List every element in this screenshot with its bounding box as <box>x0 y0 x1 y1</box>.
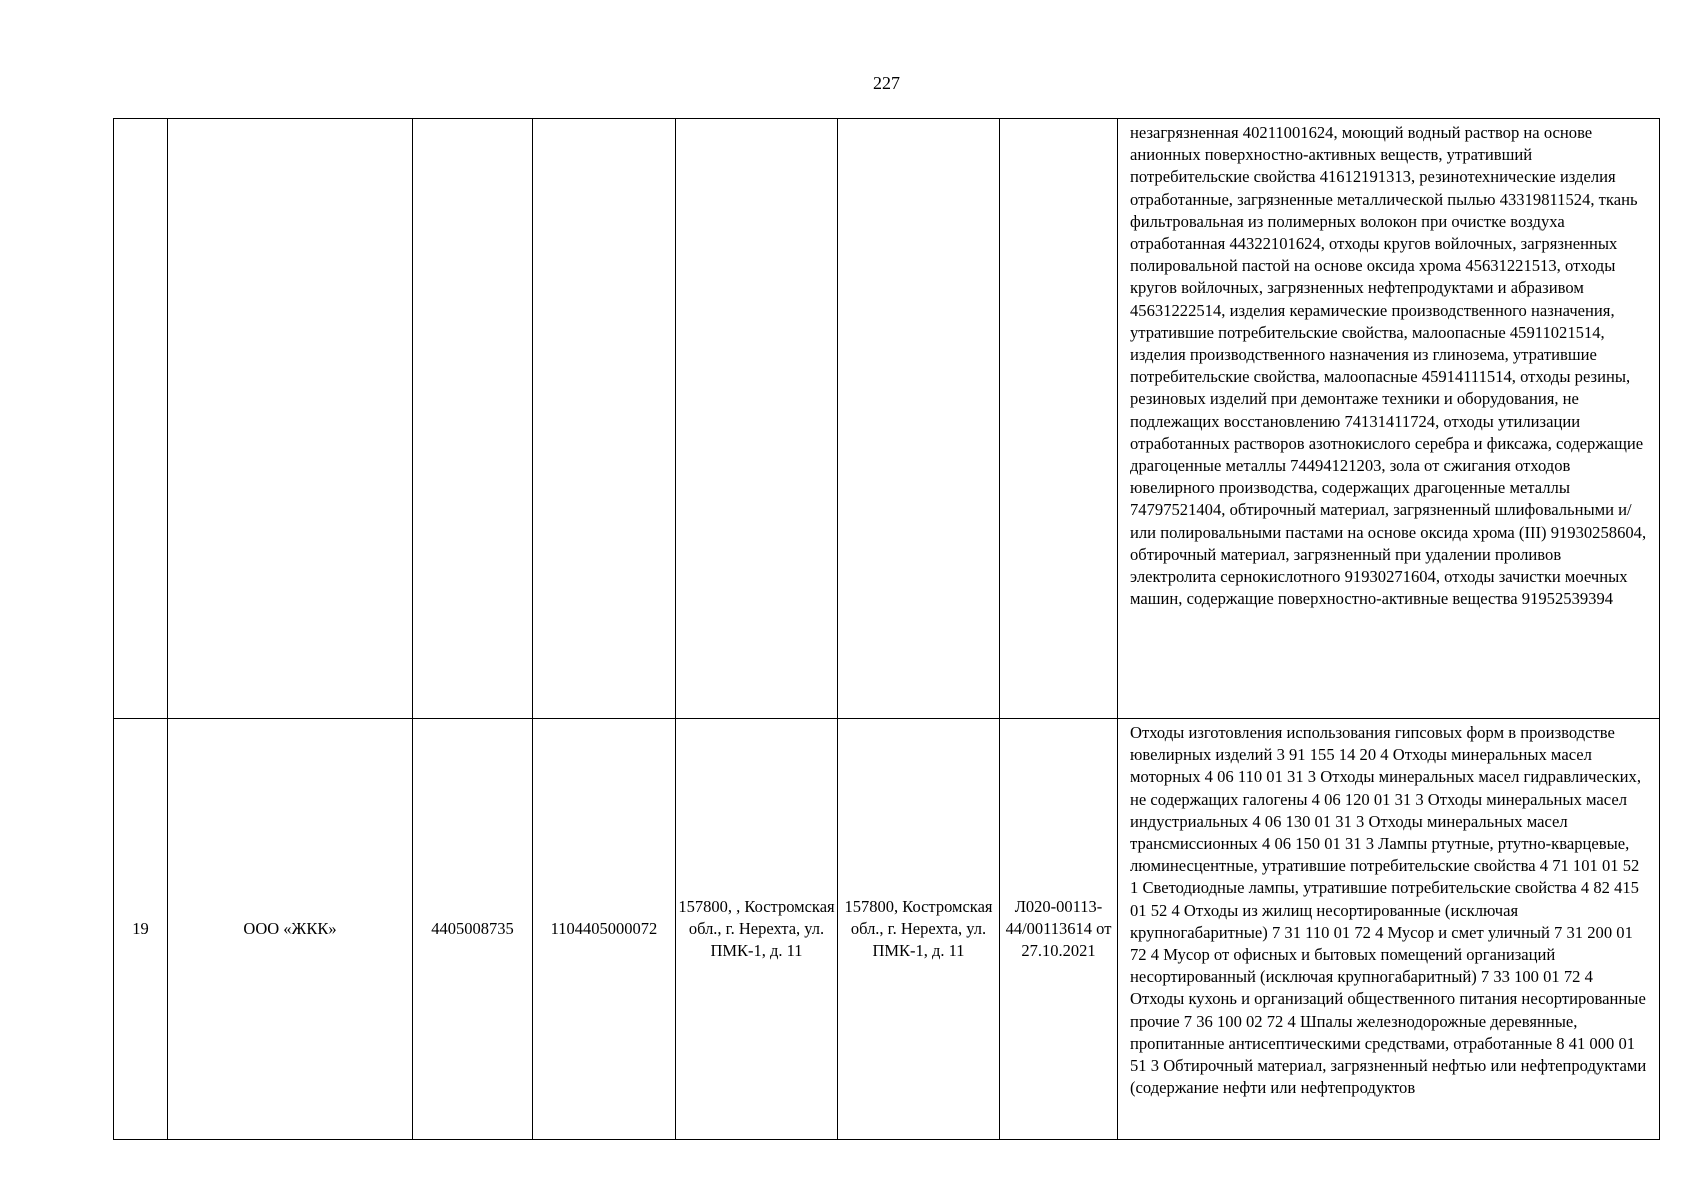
cell-ogrn: 1104405000072 <box>533 719 676 1140</box>
cell-license <box>1000 119 1118 719</box>
cell-waste-list: незагрязненная 40211001624, моющий водный раствор на основе анионных поверхностно-активных веществ, утративший потребительские свойства 41612191313, резинотехнические изделия отработанные, загрязненные металлической пылью 43319811524, ткань фильтровальная из полимерных волокон при очистке воздуха отработанная 44322101624, отходы кругов войлочных, загрязненных полировальной пастой на основе оксида хрома 45631221513, отходы кругов войлочных, загрязненных нефтепродуктами и абразивом 45631222514, изделия керамические производственного назначения, утратившие потребительские свойства, малоопасные 45911021514, изделия производственного назначения из глинозема, утратившие потребительские свойства, малоопасные 45914111514, отходы резины, резиновых изделий при демонтаже техники и оборудования, не подлежащих восстановлению 74131411724, отходы утилизации отработанных растворов азотнокислого серебра и фиксажа, содержащие драгоценные металлы 74494121203, зола от сжигания отходов ювелирного производства, содержащих драгоценные металлы 74797521404, обтирочный материал, загрязненный шлифовальными и/или полировальными пастами на основе оксида хрома (III) 91930258604, обтирочный материал, загрязненный при удалении проливов электролита сернокислотного 91930271604, отходы зачистки моечных машин, содержащие поверхностно-активные вещества 91952539394 <box>1118 119 1660 719</box>
cell-number <box>114 119 168 719</box>
cell-waste-list: Отходы изготовления использования гипсовых форм в производстве ювелирных изделий 3 91 155 14 20 4 Отходы минеральных масел моторных 4 06 110 01 31 3 Отходы минеральных масел гидравлических, не содержащих галогены 4 06 120 01 31 3 Отходы минеральных масел индустриальных 4 06 130 01 31 3 Отходы минеральных масел трансмиссионных 4 06 150 01 31 3 Лампы ртутные, ртутно-кварцевые, люминесцентные, утратившие потребительские свойства 4 71 101 01 52 1 Светодиодные лампы, утратившие потребительские свойства 4 82 415 01 52 4 Отходы из жилищ несортированные (исключая крупногабаритные) 7 31 110 01 72 4 Мусор и смет уличный 7 31 200 01 72 4 Мусор от офисных и бытовых помещений организаций несортированный (исключая крупногабаритный) 7 33 100 01 72 4 Отходы кухонь и организаций общественного питания несортированные прочие 7 36 100 02 72 4 Шпалы железнодорожные деревянные, пропитанные антисептическими средствами, отработанные 8 41 000 01 51 3 Обтирочный материал, загрязненный нефтью или нефтепродуктами (содержание нефти или нефтепродуктов <box>1130 723 1647 1098</box>
cell-legal-address: 157800, , Костромская обл., г. Нерехта, ул. ПМК-1, д. 11 <box>676 719 838 1140</box>
table-row <box>114 719 1660 1140</box>
cell-license: Л020-00113-44/00113614 от 27.10.2021 <box>1000 719 1118 1140</box>
registry-table <box>113 118 1660 1140</box>
cell-organization-name: ООО «ЖКК» <box>168 719 413 1140</box>
cell-activity-address: 157800, Костромская обл., г. Нерехта, ул. ПМК-1, д. 11 <box>838 719 1000 1140</box>
cell-number: 19 <box>114 719 168 1140</box>
cell-activity-address <box>838 119 1000 719</box>
page-number: 227 <box>873 73 900 93</box>
cell-ogrn <box>533 119 676 719</box>
cell-legal-address <box>676 119 838 719</box>
cell-organization-name <box>168 119 413 719</box>
cell-inn <box>413 119 533 719</box>
table-row <box>114 119 1660 719</box>
cell-inn: 4405008735 <box>413 719 533 1140</box>
cell-waste-list-cell <box>1118 719 1660 1140</box>
